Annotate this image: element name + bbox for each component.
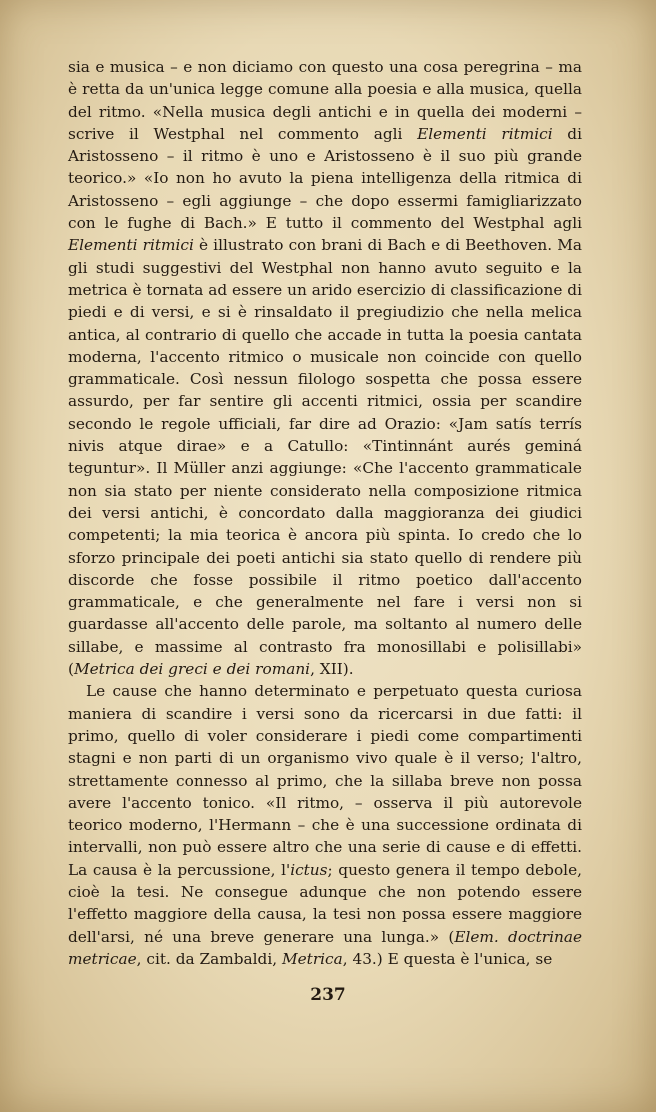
paragraph-1 [68,56,582,680]
paragraph-2 [68,680,582,970]
paragraph-1-italic-3: Metrica dei greci e dei romani [73,660,311,679]
paragraph-1-italic-2: Elementi ritmici [68,236,194,255]
paragraph-1-text-1: sia e musica – e non diciamo con questo una cosa peregrina – ma è retta da un'unica legge comune alla poesia e alla musica, quella del ritmo. «Nella musica degli antichi e in quella dei moderni – scrive il Westphal nel commento agli [68,58,582,143]
paragraph-2-italic-2: Elem. doctrinae metricae [68,927,582,968]
paragraph-1-text-4: , XII). [310,660,354,679]
paragraph-2-text-3: , cit. da Zambaldi, [136,949,282,968]
paragraph-2-italic-1: ictus [290,860,328,879]
paragraph-1-italic-1: Elementi ritmici [417,124,553,143]
paragraph-1-text-2: di Aristosseno – il ritmo è uno e Aristosseno è il suo più grande teorico.» «Io non ho avuto la piena intelligenza della ritmica di Aristosseno – egli aggiunge – che dopo essermi famigliarizzato con le fughe di Bach.» E tutto il commento del Westphal agli [68,124,582,233]
paragraph-2-text-1: Le cause che hanno determinato e perpetuato questa curiosa maniera di scandire i versi sono da ricercarsi in due fatti: il primo, quello di voler considerare i piedi come compartimenti stagni e non parti di un organismo vivo quale è il verso; l'altro, strettamente connesso al primo, che la sillaba breve non possa avere l'accento tonico. «Il ritmo, – osserva il più autorevole teorico moderno, l'Hermann – che è una successione ordinata di intervalli, non può essere altro che una serie di cause e di effetti. La causa è la percussione, l' [68,682,582,879]
body-text [68,56,582,970]
paragraph-2-text-2: ; questo genera il tempo debole, cioè la tesi. Ne consegue adunque che non potendo essere l'effetto maggiore della causa, la tesi non possa essere maggiore dell'arsi, né una breve generare una lunga.» ( [68,860,582,946]
page-number: 237 [310,985,346,1005]
paragraph-2-text-4: , 43.) E questa è l'unica, se [342,949,553,968]
paragraph-1-text-3: è illustrato con brani di Bach e di Beethoven. Ma gli studi suggestivi del Westphal non hanno avuto seguito e la metrica è tornata ad essere un arido esercizio di classificazione di piedi e di versi, e si è rinsaldato il pregiudizio che nella melica antica, al contrario di quello che accade in tutta la poesia cantata moderna, l'accento ritmico o musicale non coincide con quello grammaticale. Così nessun filologo sospetta che possa essere assurdo, per far sentire gli accenti ritmici, ossia per scandire secondo le regole ufficiali, far dire ad Orazio: «Jam satís terrís nivis atque dirae» e a Catullo: «Tintinnánt aurés geminá teguntur». Il Müller anzi aggiunge: «Che l'accento grammaticale non sia stato per niente considerato nella composizione ritmica dei versi antichi, è concordato dalla maggioranza dei giudici competenti; la mia teorica è ancora più spinta. Io credo che lo sforzo principale dei poeti antichi sia stato quello di rendere più discorde che fosse possibile il ritmo poetico dall'accento grammaticale, e che generalmente nel fare i versi non si guardasse all'accento delle parole, ma soltanto al numero delle sillabe, e massime al contrasto fra monosillabi e polisillabi» ( [68,236,582,679]
paragraph-2-italic-3: Metrica [281,949,343,968]
